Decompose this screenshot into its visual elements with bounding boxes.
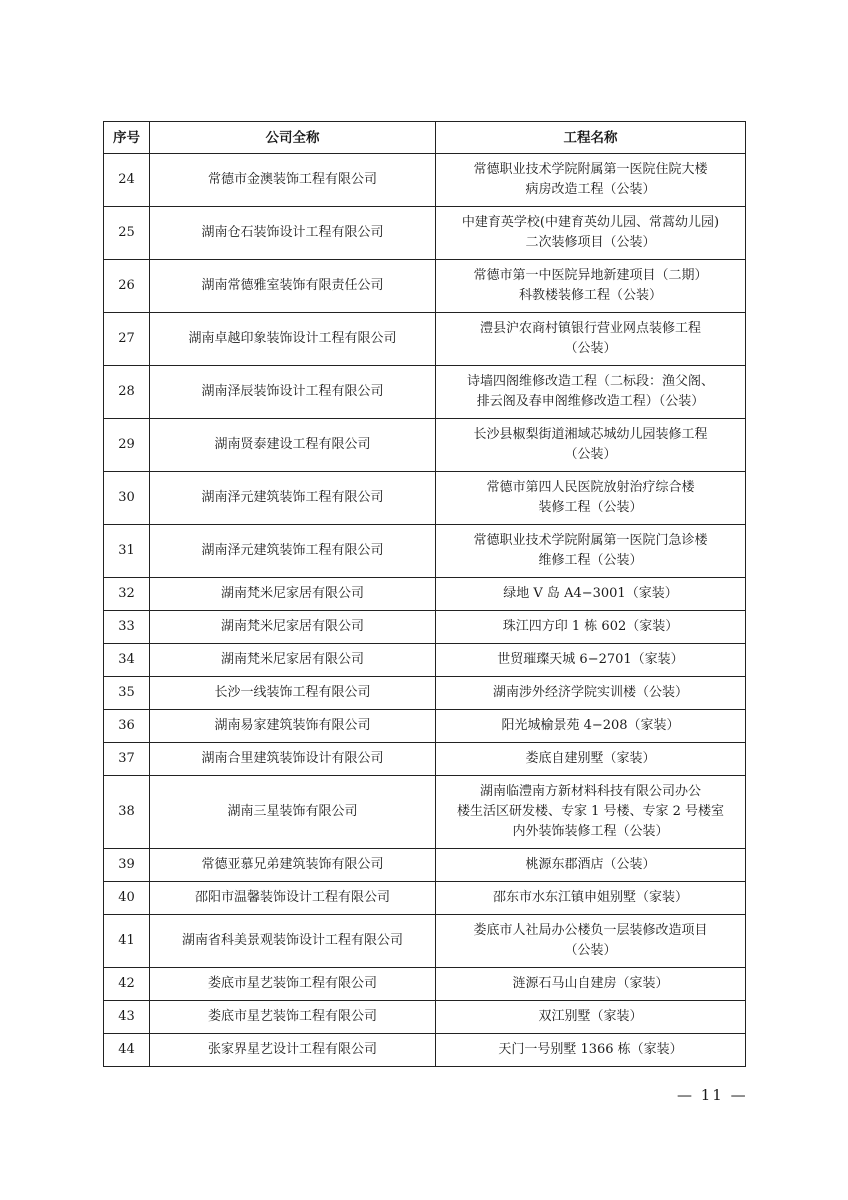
- row-number: 35: [104, 677, 150, 710]
- table-row: [104, 260, 746, 313]
- project-name: [436, 260, 746, 313]
- project-name: [436, 915, 746, 968]
- project-name: [436, 849, 746, 882]
- table-row: [104, 366, 746, 419]
- row-number: 31: [104, 525, 150, 578]
- project-name: [436, 1001, 746, 1034]
- company-name: 湖南仓石装饰设计工程有限公司: [150, 207, 436, 260]
- company-name: 湖南梵米尼家居有限公司: [150, 611, 436, 644]
- company-name: 湖南省科美景观装饰设计工程有限公司: [150, 915, 436, 968]
- project-name-line: 常德市第一中医院异地新建项目（二期）: [473, 268, 708, 283]
- table-row: [104, 644, 746, 677]
- project-name-line: 二次装修项目（公装）: [525, 235, 656, 250]
- project-name: [436, 677, 746, 710]
- table-row: [104, 578, 746, 611]
- company-name: 湖南梵米尼家居有限公司: [150, 644, 436, 677]
- project-name-line: （公装）: [564, 943, 617, 958]
- table-row: [104, 207, 746, 260]
- row-number: 44: [104, 1034, 150, 1067]
- company-name: 常德市金澳装饰工程有限公司: [150, 154, 436, 207]
- table-row: [104, 1034, 746, 1067]
- row-number: 24: [104, 154, 150, 207]
- row-number: 26: [104, 260, 150, 313]
- company-name: 湖南泽辰装饰设计工程有限公司: [150, 366, 436, 419]
- company-name: 湖南卓越印象装饰设计工程有限公司: [150, 313, 436, 366]
- table-header-row: [104, 122, 746, 154]
- project-name-line: 娄底市人社局办公楼负一层装修改造项目: [473, 923, 708, 938]
- project-name-line: 常德职业技术学院附属第一医院住院大楼: [473, 162, 708, 177]
- project-name: [436, 578, 746, 611]
- table-row: [104, 968, 746, 1001]
- row-number: 34: [104, 644, 150, 677]
- project-name: [436, 313, 746, 366]
- project-name-line: 湖南涉外经济学院实训楼（公装）: [492, 685, 688, 700]
- project-name-line: 长沙县椒梨街道湘域芯城幼儿园装修工程: [473, 427, 708, 442]
- header-number: 序号: [104, 122, 150, 154]
- project-name-line: 常德职业技术学院附属第一医院门急诊楼: [473, 533, 708, 548]
- row-number: 25: [104, 207, 150, 260]
- row-number: 36: [104, 710, 150, 743]
- project-name: [436, 366, 746, 419]
- project-name: [436, 743, 746, 776]
- project-name: [436, 472, 746, 525]
- header-project: 工程名称: [436, 122, 746, 154]
- project-name: [436, 207, 746, 260]
- table-row: [104, 472, 746, 525]
- row-number: 39: [104, 849, 150, 882]
- project-name-line: 珠江四方印 1 栋 602（家装）: [502, 619, 679, 634]
- table-row: [104, 882, 746, 915]
- company-name: 湖南三星装饰有限公司: [150, 776, 436, 849]
- company-name: 娄底市星艺装饰工程有限公司: [150, 968, 436, 1001]
- company-name: 湖南泽元建筑装饰工程有限公司: [150, 525, 436, 578]
- project-name: [436, 710, 746, 743]
- project-name-line: 绿地 V 岛 A4−3001（家装）: [503, 586, 678, 601]
- company-name: 娄底市星艺装饰工程有限公司: [150, 1001, 436, 1034]
- row-number: 29: [104, 419, 150, 472]
- company-name: 湖南梵米尼家居有限公司: [150, 578, 436, 611]
- project-name: [436, 968, 746, 1001]
- project-name-line: 常德市第四人民医院放射治疗综合楼: [486, 480, 695, 495]
- project-name: [436, 776, 746, 849]
- project-name-line: 邵东市水东江镇申姐别墅（家装）: [492, 890, 688, 905]
- row-number: 42: [104, 968, 150, 1001]
- project-name-line: 维修工程（公装）: [538, 553, 643, 568]
- table-row: [104, 743, 746, 776]
- table-row: [104, 776, 746, 849]
- row-number: 40: [104, 882, 150, 915]
- project-name-line: （公装）: [564, 341, 617, 356]
- company-name: 邵阳市温馨装饰设计工程有限公司: [150, 882, 436, 915]
- row-number: 27: [104, 313, 150, 366]
- company-name: 常德亚慕兄弟建筑装饰有限公司: [150, 849, 436, 882]
- project-name: [436, 611, 746, 644]
- project-name-line: 中建育英学校(中建育英幼儿园、常蒿幼儿园): [461, 215, 720, 230]
- project-name-line: 双江别墅（家装）: [538, 1009, 643, 1024]
- company-name: 湖南合里建筑装饰设计有限公司: [150, 743, 436, 776]
- row-number: 38: [104, 776, 150, 849]
- project-name-line: 装修工程（公装）: [538, 500, 643, 515]
- company-name: 湖南常德雅室装饰有限责任公司: [150, 260, 436, 313]
- row-number: 43: [104, 1001, 150, 1034]
- project-name-line: 娄底自建别墅（家装）: [525, 751, 656, 766]
- project-name-line: 排云阁及春申阁维修改造工程）（公装）: [476, 394, 705, 409]
- row-number: 37: [104, 743, 150, 776]
- table-body: [104, 154, 746, 1067]
- company-name: 张家界星艺设计工程有限公司: [150, 1034, 436, 1067]
- table-row: [104, 611, 746, 644]
- project-name: [436, 525, 746, 578]
- table-row: [104, 419, 746, 472]
- table-row: [104, 915, 746, 968]
- company-name: 长沙一线装饰工程有限公司: [150, 677, 436, 710]
- row-number: 33: [104, 611, 150, 644]
- project-name-line: 湖南临澧南方新材料科技有限公司办公: [479, 784, 701, 799]
- project-name-line: 楼生活区研发楼、专家 1 号楼、专家 2 号楼室: [456, 804, 725, 819]
- project-name-line: 诗墙四阁维修改造工程（二标段：渔父阁、: [466, 374, 714, 389]
- project-name-line: 病房改造工程（公装）: [525, 182, 656, 197]
- project-name-line: （公装）: [564, 447, 617, 462]
- project-name-line: 内外装饰装修工程（公装）: [512, 824, 669, 839]
- row-number: 28: [104, 366, 150, 419]
- company-name: 湖南易家建筑装饰有限公司: [150, 710, 436, 743]
- table-row: [104, 849, 746, 882]
- table-row: [104, 154, 746, 207]
- row-number: 30: [104, 472, 150, 525]
- project-table: [103, 121, 746, 1067]
- project-name: [436, 419, 746, 472]
- row-number: 41: [104, 915, 150, 968]
- project-name-line: 阳光城榆景苑 4−208（家装）: [501, 718, 680, 733]
- project-name-line: 世贸璀璨天城 6−2701（家装）: [497, 652, 684, 667]
- table-row: [104, 710, 746, 743]
- table-row: [104, 313, 746, 366]
- table-row: [104, 525, 746, 578]
- company-name: 湖南贤泰建设工程有限公司: [150, 419, 436, 472]
- row-number: 32: [104, 578, 150, 611]
- project-name-line: 桃源东郡酒店（公装）: [525, 857, 656, 872]
- project-name-line: 科教楼装修工程（公装）: [518, 288, 662, 303]
- project-name: [436, 882, 746, 915]
- project-name: [436, 644, 746, 677]
- company-name: 湖南泽元建筑装饰工程有限公司: [150, 472, 436, 525]
- table-row: [104, 1001, 746, 1034]
- header-company: 公司全称: [150, 122, 436, 154]
- project-name-line: 涟源石马山自建房（家装）: [512, 976, 669, 991]
- project-name-line: 天门一号别墅 1366 栋（家装）: [498, 1042, 683, 1057]
- page-number: — 11 —: [677, 1086, 748, 1104]
- project-name: [436, 154, 746, 207]
- project-name-line: 澧县沪农商村镇银行营业网点装修工程: [479, 321, 701, 336]
- project-name: [436, 1034, 746, 1067]
- table-row: [104, 677, 746, 710]
